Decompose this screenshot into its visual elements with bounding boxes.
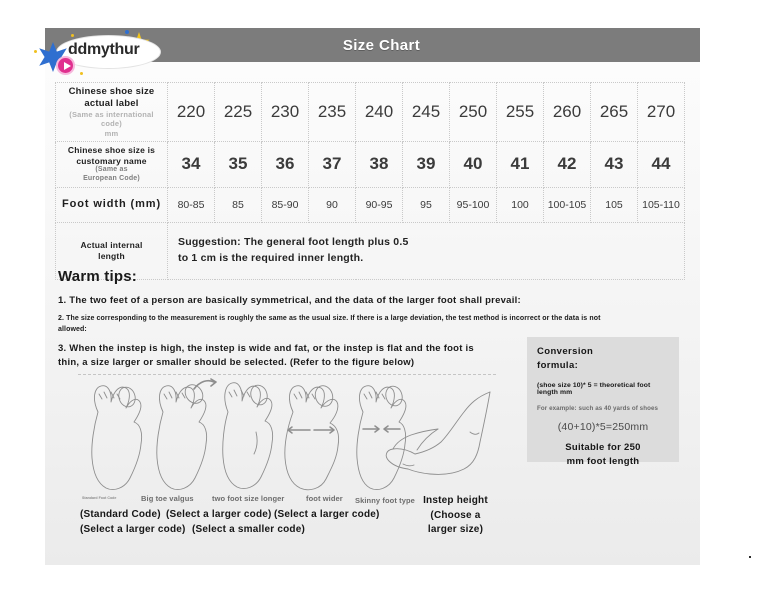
table-cell: 250 bbox=[450, 83, 497, 142]
table-cell: 90-95 bbox=[356, 187, 403, 222]
table-cell: 100-105 bbox=[544, 187, 591, 222]
foot-diagram-group bbox=[78, 372, 503, 502]
table-cell: 85 bbox=[215, 187, 262, 222]
table-cell: 39 bbox=[403, 141, 450, 187]
size-chart-table bbox=[55, 82, 685, 280]
foot-outline-skinny bbox=[357, 384, 406, 490]
tip-item-1: 1. The two feet of a person are basically symmetrical, and the data of the larger foot shall prevail: bbox=[58, 295, 521, 306]
table-cell: 35 bbox=[215, 141, 262, 187]
caption-small-longer: two foot size longer bbox=[212, 494, 285, 503]
table-cell: 34 bbox=[168, 141, 215, 187]
table-cell: 41 bbox=[497, 141, 544, 187]
logo-text: ddmythur bbox=[68, 41, 140, 58]
table-cell: 265 bbox=[591, 83, 638, 142]
table-cell: 38 bbox=[356, 141, 403, 187]
page-title: Size Chart bbox=[342, 36, 421, 54]
caption-bold-standard: (Standard Code) bbox=[80, 509, 161, 520]
conversion-title bbox=[537, 345, 669, 373]
conversion-result bbox=[537, 441, 669, 470]
yellow-dot-icon bbox=[34, 50, 37, 53]
conversion-result-line2: mm foot length bbox=[566, 455, 640, 467]
table-cell: 225 bbox=[215, 83, 262, 142]
row-label-sub2: European Code) bbox=[83, 174, 140, 182]
conversion-formula-text: (shoe size 10)* 5 = theoretical foot length mm bbox=[537, 381, 651, 396]
table-cell: 230 bbox=[262, 83, 309, 142]
row-header-foot-width: Foot width (mm) bbox=[56, 187, 168, 222]
foot-outline-wider bbox=[285, 383, 339, 489]
table-cell: 105 bbox=[591, 187, 638, 222]
tip-3-line1: 3. When the instep is high, the instep is wide and fat, or the instep is flat and the foot is thin, a bbox=[58, 343, 474, 369]
foot-diagrams-svg bbox=[78, 372, 503, 502]
table-cell: 90 bbox=[309, 187, 356, 222]
caption-instep bbox=[403, 494, 508, 538]
suggestion-line2: to 1 cm is the required inner length. bbox=[178, 251, 364, 264]
caption-bold-valgus: (Select a larger code) bbox=[166, 509, 272, 520]
conversion-formula-box bbox=[527, 337, 679, 467]
foot-outline-side-instep bbox=[386, 392, 490, 474]
row-label-line2: customary name bbox=[76, 155, 147, 166]
table-cell: 40 bbox=[450, 141, 497, 187]
table-row bbox=[56, 187, 685, 222]
table-cell: 85-90 bbox=[262, 187, 309, 222]
caption-small-wider: foot wider bbox=[306, 494, 343, 503]
caption-bold-standard-2: (Select a larger code) bbox=[80, 524, 186, 535]
row-label-line2: length bbox=[98, 250, 125, 261]
caption-instep-title: Instep height bbox=[423, 495, 488, 506]
caption-instep-line3: larger size) bbox=[427, 524, 484, 535]
table-cell: 36 bbox=[262, 141, 309, 187]
table-cell: 44 bbox=[638, 141, 685, 187]
row-label-line1: Actual internal bbox=[80, 240, 143, 250]
conversion-title-line1: Conversion bbox=[537, 346, 594, 357]
stray-dot-artifact bbox=[749, 556, 751, 558]
tip-3-line2: size larger or smaller should be selected. (Refer to the figure below) bbox=[90, 357, 415, 369]
warm-tips-title: Warm tips: bbox=[58, 268, 137, 285]
row-label-sub1: (Same as international code) bbox=[69, 109, 154, 129]
tip-2-line1: 2. The size corresponding to the measurement is roughly the same as the usual size. If there is a large deviation, the test method is incorrect or the data is not bbox=[58, 315, 601, 322]
table-cell: 100 bbox=[497, 187, 544, 222]
caption-bold-longer: (Select a larger code) bbox=[274, 509, 380, 520]
table-cell: 105-110 bbox=[638, 187, 685, 222]
table-cell: 260 bbox=[544, 83, 591, 142]
conversion-calculation: (40+10)*5=250mm bbox=[557, 420, 649, 433]
brand-logo[interactable] bbox=[28, 30, 168, 74]
table-row bbox=[56, 83, 685, 142]
row-label-line2: actual label bbox=[84, 97, 139, 109]
foot-outline-longer bbox=[223, 383, 273, 489]
table-row bbox=[56, 141, 685, 187]
table-cell: 245 bbox=[403, 83, 450, 142]
caption-small-valgus: Big toe valgus bbox=[141, 494, 194, 503]
row-label-sub2: mm bbox=[104, 128, 119, 138]
table-cell: 270 bbox=[638, 83, 685, 142]
caption-bold-valgus-2: (Select a smaller code) bbox=[192, 524, 305, 535]
conversion-title-line2: formula: bbox=[537, 359, 579, 371]
table-cell: 80-85 bbox=[168, 187, 215, 222]
tip-2-line2: allowed: bbox=[58, 325, 87, 333]
row-label-sub1: (Same as bbox=[95, 166, 128, 174]
caption-small-skinny: Skinny foot type bbox=[355, 496, 415, 505]
row-label-line1: Chinese shoe size is bbox=[67, 144, 156, 155]
caption-small-standard: Standard Foot Code bbox=[82, 496, 117, 500]
table-cell: 235 bbox=[309, 83, 356, 142]
yellow-dot-icon bbox=[71, 34, 74, 37]
table-cell: 255 bbox=[497, 83, 544, 142]
tip-item-3 bbox=[58, 342, 488, 371]
row-label-line1: Chinese shoe size bbox=[68, 86, 155, 97]
conversion-result-line1: Suitable for 250 bbox=[565, 441, 641, 453]
row-header-customary-name bbox=[56, 141, 168, 187]
table-cell: 95-100 bbox=[450, 187, 497, 222]
table-cell: 240 bbox=[356, 83, 403, 142]
tip-item-2 bbox=[58, 314, 658, 335]
caption-instep-line2: (Choose a bbox=[430, 509, 481, 521]
table-cell: 42 bbox=[544, 141, 591, 187]
table-cell: 37 bbox=[309, 141, 356, 187]
foot-outline-standard bbox=[92, 385, 142, 490]
suggestion-line1: Suggestion: The general foot length plus 0.5 bbox=[178, 235, 409, 248]
yellow-dot-icon bbox=[80, 72, 83, 75]
play-badge-icon[interactable] bbox=[56, 56, 75, 75]
table-cell: 220 bbox=[168, 83, 215, 142]
table-cell: 95 bbox=[403, 187, 450, 222]
conversion-example-text: For example: such as 40 yards of shoes bbox=[537, 404, 659, 412]
row-header-actual-label bbox=[56, 83, 168, 142]
foot-outline-valgus bbox=[157, 379, 216, 490]
table-cell: 43 bbox=[591, 141, 638, 187]
